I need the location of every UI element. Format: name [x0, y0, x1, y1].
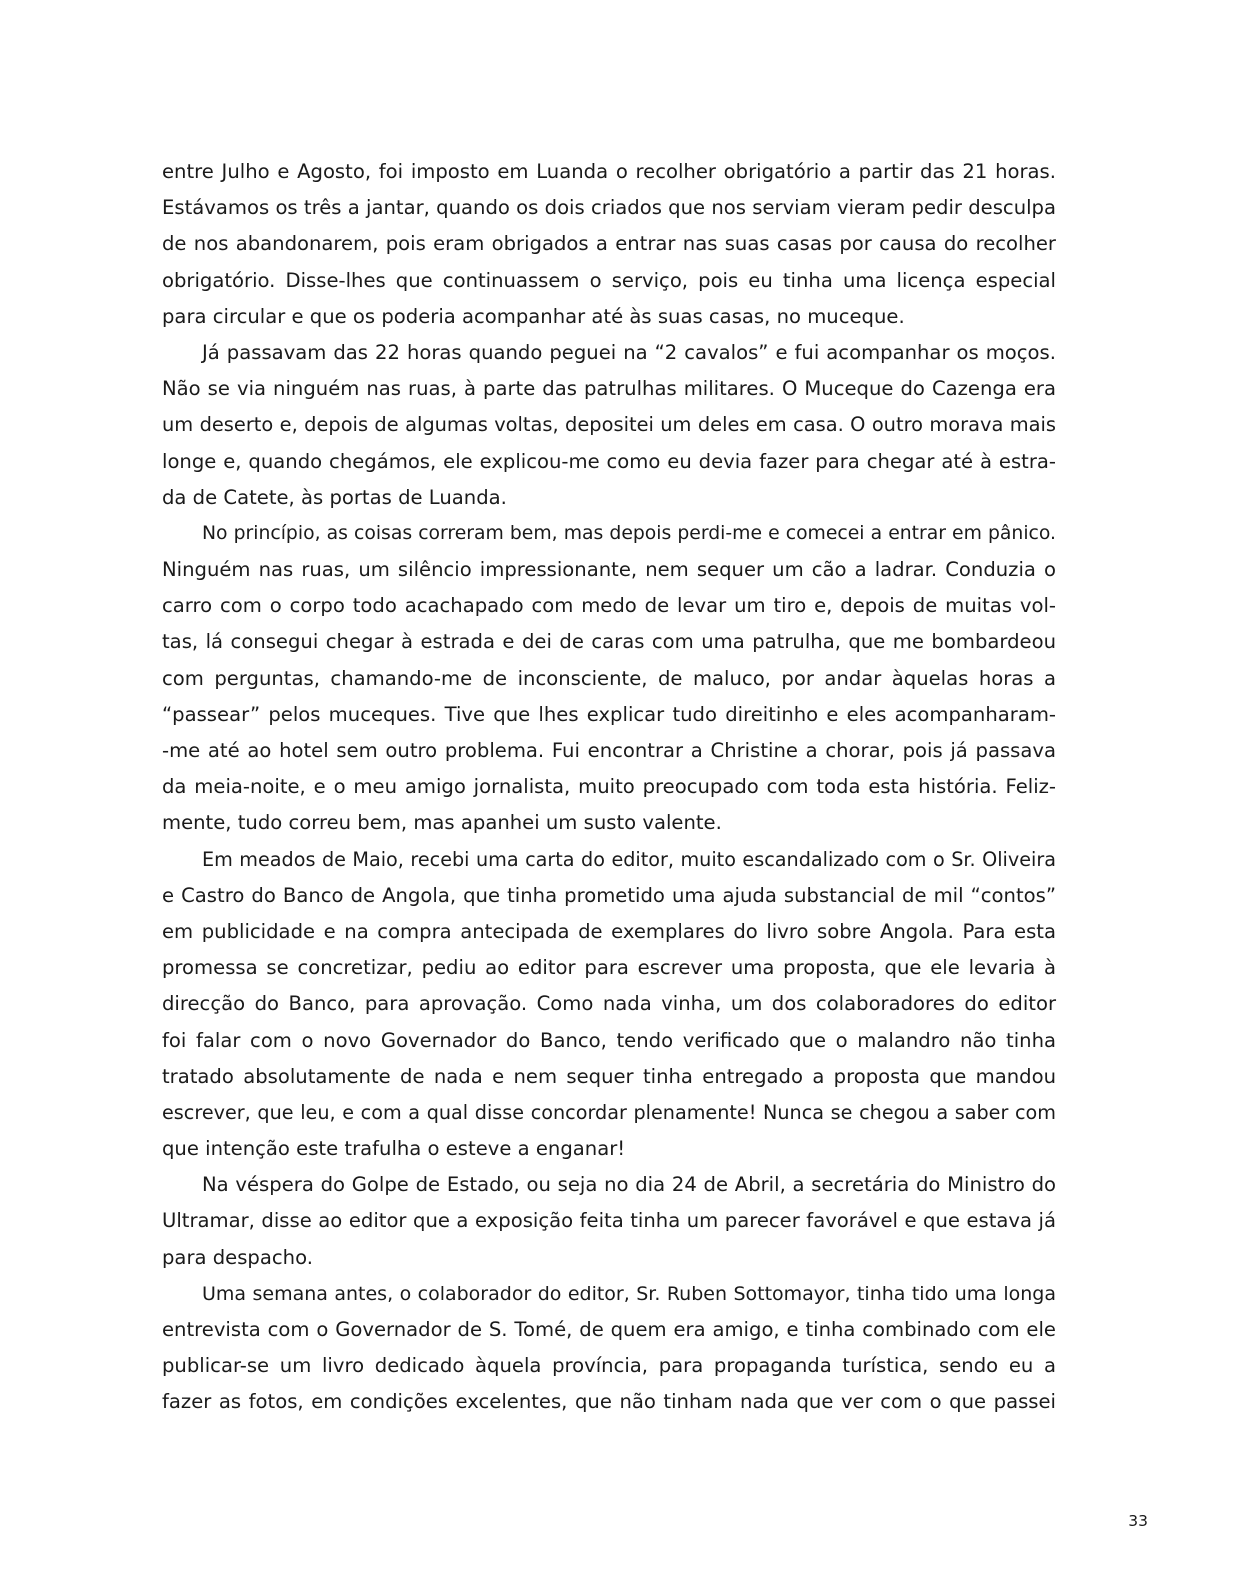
text-line: obrigatório. Disse-lhes que continuassem o serviço, pois eu tinha uma licença especial	[162, 268, 1056, 292]
text-line: e Castro do Banco de Angola, que tinha prometido uma ajuda substancial de mil “contos”	[162, 883, 1056, 907]
body-text	[162, 154, 1056, 1421]
text-line: Já passavam das 22 horas quando peguei na “2 cavalos” e fui acompanhar os moços.	[202, 340, 1056, 364]
text-line: para circular e que os poderia acompanhar até às suas casas, no muceque.	[162, 304, 905, 328]
text-line: longe e, quando chegámos, ele explicou-me como eu devia fazer para chegar até à estra-	[162, 449, 1056, 473]
text-line: foi falar com o novo Governador do Banco, tendo verificado que o malandro não tinha	[162, 1028, 1056, 1052]
text-line: Não se via ninguém nas ruas, à parte das patrulhas militares. O Muceque do Cazenga era	[162, 377, 1056, 401]
text-line: que intenção este trafulha o esteve a enganar!	[162, 1137, 626, 1161]
text-line: Estávamos os três a jantar, quando os dois criados que nos serviam vieram pedir desculpa	[162, 196, 1056, 220]
text-line: entrevista com o Governador de S. Tomé, de quem era amigo, e tinha combinado com ele	[162, 1318, 1056, 1341]
page-number: 33	[1128, 1512, 1148, 1530]
text-line: escrever, que leu, e com a qual disse concordar plenamente! Nunca se chegou a saber com	[162, 1100, 1056, 1124]
text-line: No princípio, as coisas correram bem, mas depois perdi-me e comecei a entrar em pânico.	[202, 522, 1056, 544]
text-line: tas, lá consegui chegar à estrada e dei de caras com uma patrulha, que me bombardeou	[162, 630, 1056, 654]
text-line: mente, tudo correu bem, mas apanhei um susto valente.	[162, 811, 722, 835]
text-line: Ninguém nas ruas, um silêncio impressionante, nem sequer um cão a ladrar. Conduzia o	[162, 558, 1056, 582]
text-line: um deserto e, depois de algumas voltas, depositei um deles em casa. O outro morava mais	[162, 413, 1056, 437]
text-line: tratado absolutamente de nada e nem sequer tinha entregado a proposta que mandou	[162, 1064, 1056, 1088]
text-line: com perguntas, chamando-me de inconsciente, de maluco, por andar àquelas horas a	[162, 666, 1056, 690]
text-line: Na véspera do Golpe de Estado, ou seja no dia 24 de Abril, a secretária do Ministro do	[202, 1173, 1056, 1197]
text-line: entre Julho e Agosto, foi imposto em Luanda o recolher obrigatório a partir das 21 horas.	[162, 160, 1056, 183]
text-line: fazer as fotos, em condições excelentes, que não tinham nada que ver com o que passei	[162, 1390, 1056, 1414]
text-line: em publicidade e na compra antecipada de exemplares do livro sobre Angola. Para esta	[162, 919, 1056, 943]
text-line: para despacho.	[162, 1245, 313, 1269]
text-line: -me até ao hotel sem outro problema. Fui encontrar a Christine a chorar, pois já passava	[162, 739, 1056, 762]
text-line: da meia-noite, e o meu amigo jornalista, muito preocupado com toda esta história. Feliz-	[162, 775, 1056, 799]
text-line: de nos abandonarem, pois eram obrigados a entrar nas suas casas por causa do recolher	[162, 232, 1056, 256]
text-line: da de Catete, às portas de Luanda.	[162, 485, 507, 509]
text-line: “passear” pelos muceques. Tive que lhes explicar tudo direitinho e eles acompanharam-	[162, 702, 1056, 726]
text-line: Em meados de Maio, recebi uma carta do editor, muito escandalizado com o Sr. Oliveira	[202, 847, 1056, 871]
text-line: carro com o corpo todo acachapado com medo de levar um tiro e, depois de muitas vol-	[162, 594, 1056, 618]
text-line: Ultramar, disse ao editor que a exposição feita tinha um parecer favorável e que estava já	[162, 1209, 1056, 1233]
text-line: Uma semana antes, o colaborador do editor, Sr. Ruben Sottomayor, tinha tido uma longa	[202, 1282, 1056, 1305]
text-line: direcção do Banco, para aprovação. Como nada vinha, um dos colaboradores do editor	[162, 992, 1056, 1016]
text-line: publicar-se um livro dedicado àquela província, para propaganda turística, sendo eu a	[162, 1354, 1056, 1378]
text-line: promessa se concretizar, pediu ao editor para escrever uma proposta, que ele levaria à	[162, 956, 1056, 980]
